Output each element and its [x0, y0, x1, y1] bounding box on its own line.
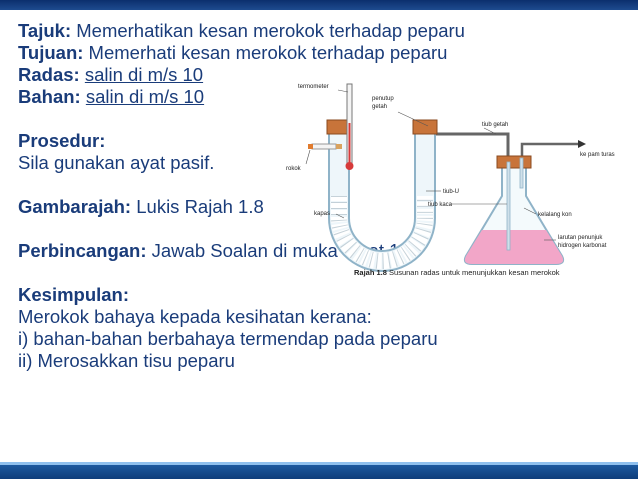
rokok-tip	[308, 144, 313, 149]
rokok-cigarette	[312, 144, 336, 149]
tujuan-value: Memerhati kesan merokok terhadap peparu	[83, 42, 448, 63]
label-kelalang-kon: kelalang kon	[538, 212, 572, 218]
kesimpulan-line-1: Merokok bahaya kepada kesihatan kerana:	[18, 306, 372, 327]
gambarajah-label: Gambarajah:	[18, 196, 132, 217]
label-termometer: termometer	[298, 84, 329, 90]
tajuk-value: Memerhatikan kesan merokok terhadap peparu	[71, 20, 465, 41]
label-tiub-u: tiub-U	[443, 189, 460, 195]
prosedur-text: Sila gunakan ayat pasif.	[18, 152, 215, 173]
diagram-caption	[354, 268, 634, 277]
arrow-icon	[578, 140, 586, 148]
kesimpulan-line-2: i) bahan-bahan berbahaya termendap pada peparu	[18, 328, 438, 349]
thermometer-mercury	[349, 123, 351, 163]
label-tiub-getah: tiub getah	[482, 122, 509, 128]
flask-cork	[497, 156, 531, 168]
short-tube	[520, 158, 523, 188]
label-getah: getah	[372, 104, 388, 110]
bahan-value: salin di m/s 10	[85, 86, 205, 107]
label-tiub-kaca: tiub kaca	[428, 202, 453, 208]
label-kapas: kapas	[314, 211, 331, 217]
apparatus-diagram	[286, 78, 636, 283]
kesimpulan-label: Kesimpulan:	[18, 284, 130, 305]
label-rokok: rokok	[286, 166, 301, 172]
bahan-label: Bahan:	[18, 86, 81, 107]
cork-right	[413, 120, 437, 134]
tujuan-line	[18, 42, 518, 64]
label-larutan-1: larutan penunjuk	[558, 235, 603, 241]
tajuk-line	[18, 20, 518, 42]
prosedur-label: Prosedur:	[18, 130, 106, 151]
tiub-getah-tube	[429, 134, 508, 164]
caption-text: Susunan radas untuk menunjukkan kesan merokok	[386, 268, 560, 277]
top-band	[0, 0, 638, 10]
label-larutan-2: hidrogen karbonat	[558, 243, 607, 249]
tiub-kaca	[507, 162, 510, 250]
tajuk-label: Tajuk:	[18, 20, 72, 41]
caption-number: Rajah 1.8	[354, 268, 387, 277]
thermometer-bulb	[346, 162, 354, 170]
radas-value: salin di m/s 10	[84, 64, 204, 85]
radas-label: Radas:	[18, 64, 80, 85]
perbincangan-value: Jawab Soalan di muka surat 10.	[146, 240, 415, 261]
bottom-band	[0, 462, 638, 479]
rokok-filter	[336, 144, 342, 149]
larutan-solution	[465, 230, 563, 264]
perbincangan-label: Perbincangan:	[18, 240, 147, 261]
label-ke-pam-turas: ke pam turas	[580, 152, 615, 158]
label-penutup: penutup	[372, 96, 394, 102]
kesimpulan-line-3: ii) Merosakkan tisu peparu	[18, 350, 235, 371]
gambarajah-value: Lukis Rajah 1.8	[131, 196, 264, 217]
bottom-stripe	[0, 462, 638, 465]
tujuan-label: Tujuan:	[18, 42, 84, 63]
